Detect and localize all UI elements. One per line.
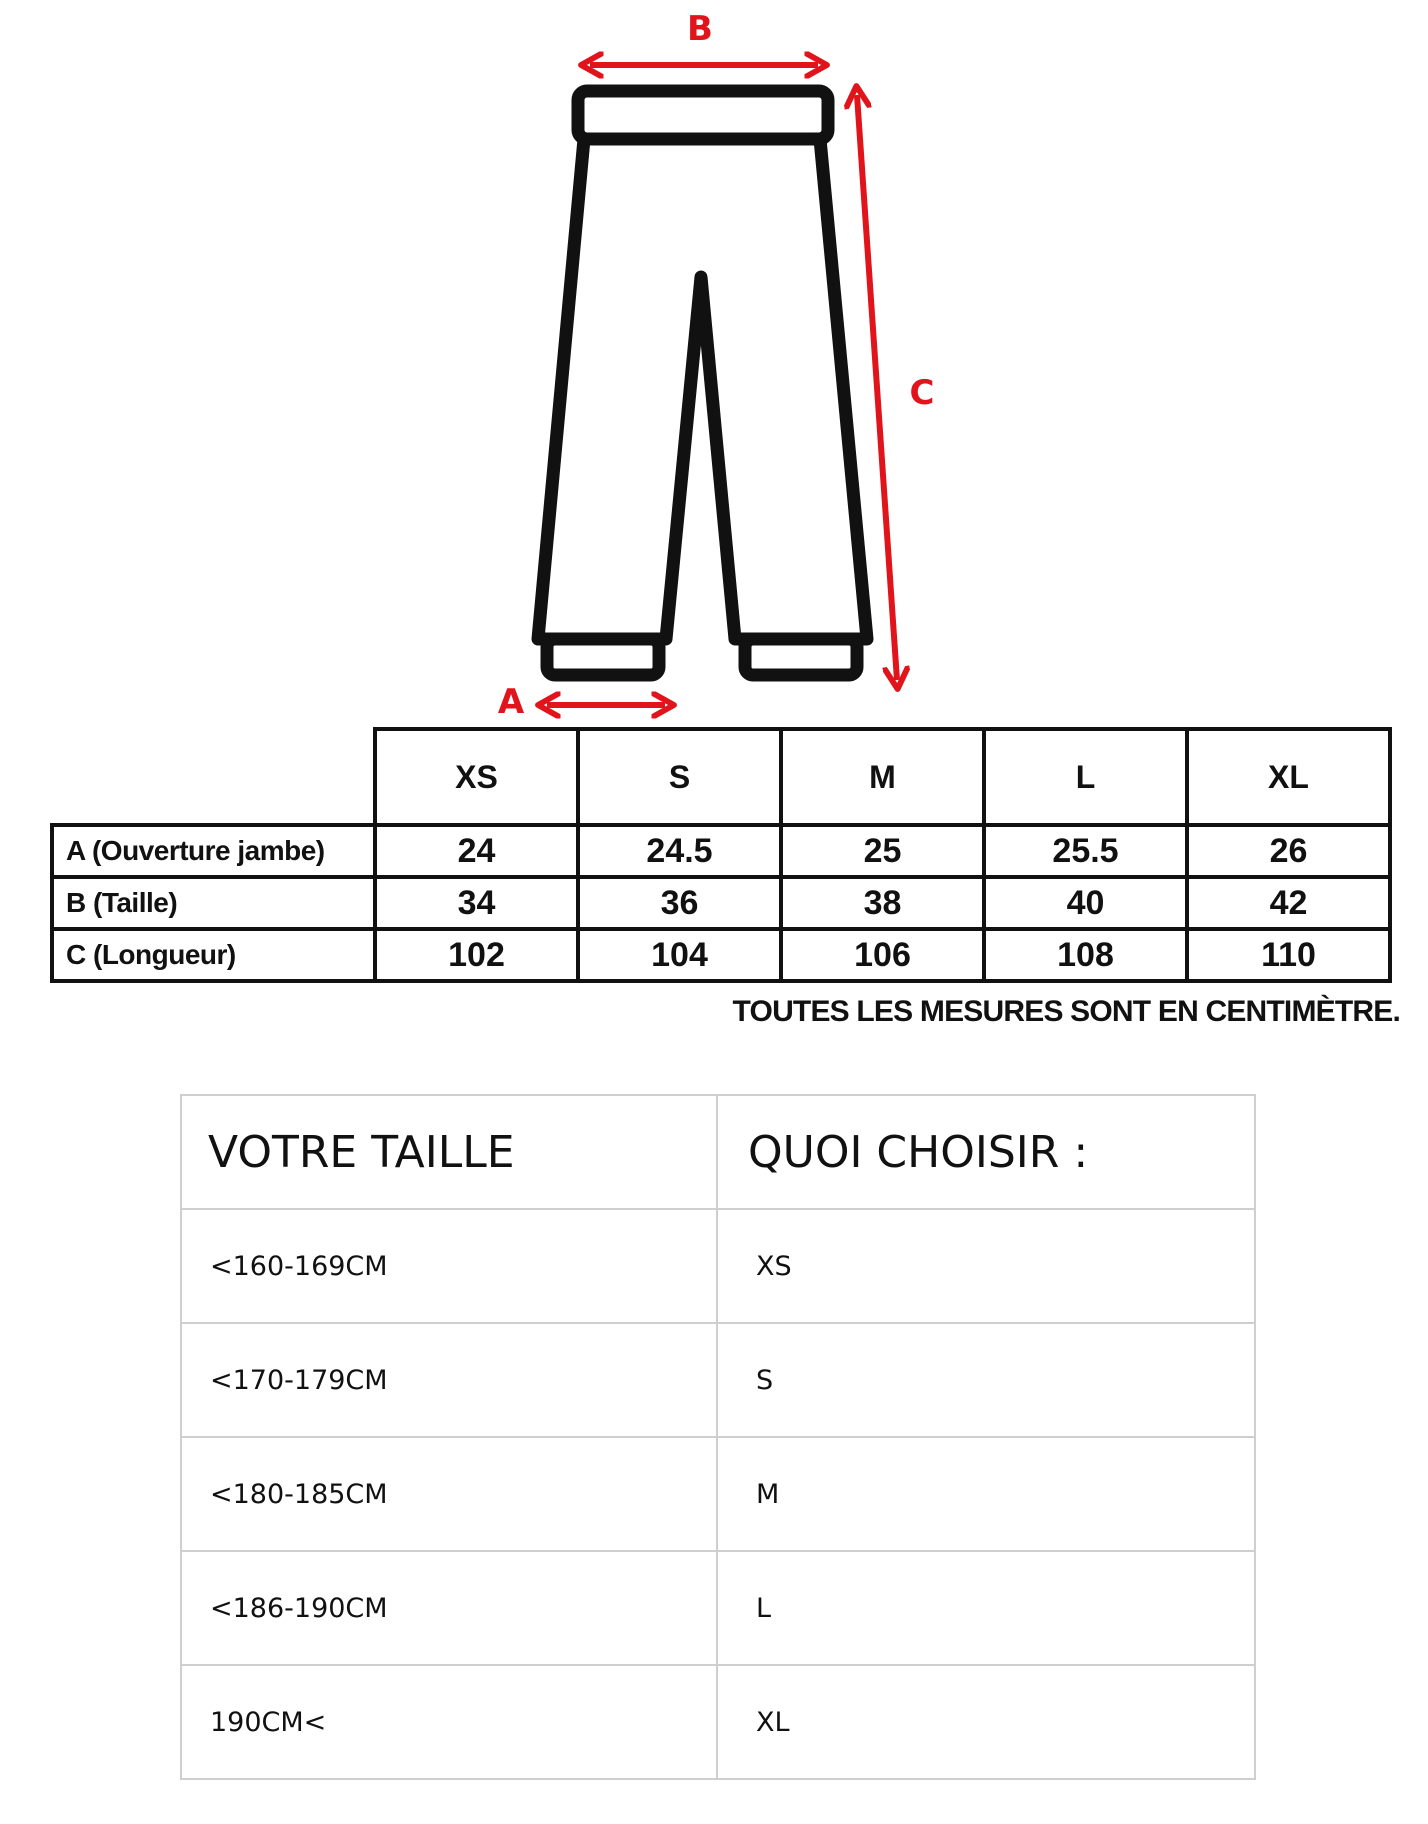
table-cell: 40 xyxy=(984,877,1187,929)
size-header-xs: XS xyxy=(375,729,578,825)
pants-diagram xyxy=(0,0,1428,730)
table-cell: 25 xyxy=(781,825,984,877)
table-cell: 108 xyxy=(984,929,1187,981)
table-cell: 38 xyxy=(781,877,984,929)
table-row xyxy=(181,1665,1255,1779)
table-row xyxy=(52,825,1390,877)
row-label-length: C (Longueur) xyxy=(52,929,375,981)
table-row xyxy=(181,1551,1255,1665)
leg-opening-dimension-label: A xyxy=(497,682,525,722)
table-cell: 34 xyxy=(375,877,578,929)
size-header-m: M xyxy=(781,729,984,825)
table-cell: 24.5 xyxy=(578,825,781,877)
pants-outline-icon xyxy=(538,91,867,675)
table-cell: 110 xyxy=(1187,929,1390,981)
table-row xyxy=(181,1323,1255,1437)
table-cell: 26 xyxy=(1187,825,1390,877)
units-note: TOUTES LES MESURES SONT EN CENTIMÈTRE. xyxy=(732,995,1400,1028)
table-row xyxy=(181,1437,1255,1551)
height-range-cell: <180-185CM xyxy=(181,1437,717,1551)
height-range-cell: 190CM< xyxy=(181,1665,717,1779)
row-label-leg-opening: A (Ouverture jambe) xyxy=(52,825,375,877)
size-header-l: L xyxy=(984,729,1187,825)
table-cell: 25.5 xyxy=(984,825,1187,877)
height-range-cell: <160-169CM xyxy=(181,1209,717,1323)
table-row xyxy=(181,1209,1255,1323)
size-header-row xyxy=(52,729,1390,825)
measurements-table xyxy=(50,727,1392,983)
size-recommendation-table xyxy=(180,1094,1256,1780)
table-cell: 24 xyxy=(375,825,578,877)
table-cell: 102 xyxy=(375,929,578,981)
table-cell: 36 xyxy=(578,877,781,929)
table-cell: 106 xyxy=(781,929,984,981)
height-column-header: VOTRE TAILLE xyxy=(181,1095,717,1209)
size-header-s: S xyxy=(578,729,781,825)
table-cell: 42 xyxy=(1187,877,1390,929)
height-range-cell: <186-190CM xyxy=(181,1551,717,1665)
table-row xyxy=(52,877,1390,929)
recommended-size-cell: XL xyxy=(717,1665,1255,1779)
height-range-cell: <170-179CM xyxy=(181,1323,717,1437)
row-label-waist: B (Taille) xyxy=(52,877,375,929)
recommended-size-cell: L xyxy=(717,1551,1255,1665)
waist-dimension-label: B xyxy=(687,9,713,49)
recommended-size-cell: S xyxy=(717,1323,1255,1437)
recommendation-header-row xyxy=(181,1095,1255,1209)
length-dimension-label: C xyxy=(909,373,935,413)
empty-corner-cell xyxy=(52,729,375,825)
recommended-size-cell: M xyxy=(717,1437,1255,1551)
choice-column-header: QUOI CHOISIR : xyxy=(717,1095,1255,1209)
table-row xyxy=(52,929,1390,981)
size-header-xl: XL xyxy=(1187,729,1390,825)
recommended-size-cell: XS xyxy=(717,1209,1255,1323)
table-cell: 104 xyxy=(578,929,781,981)
